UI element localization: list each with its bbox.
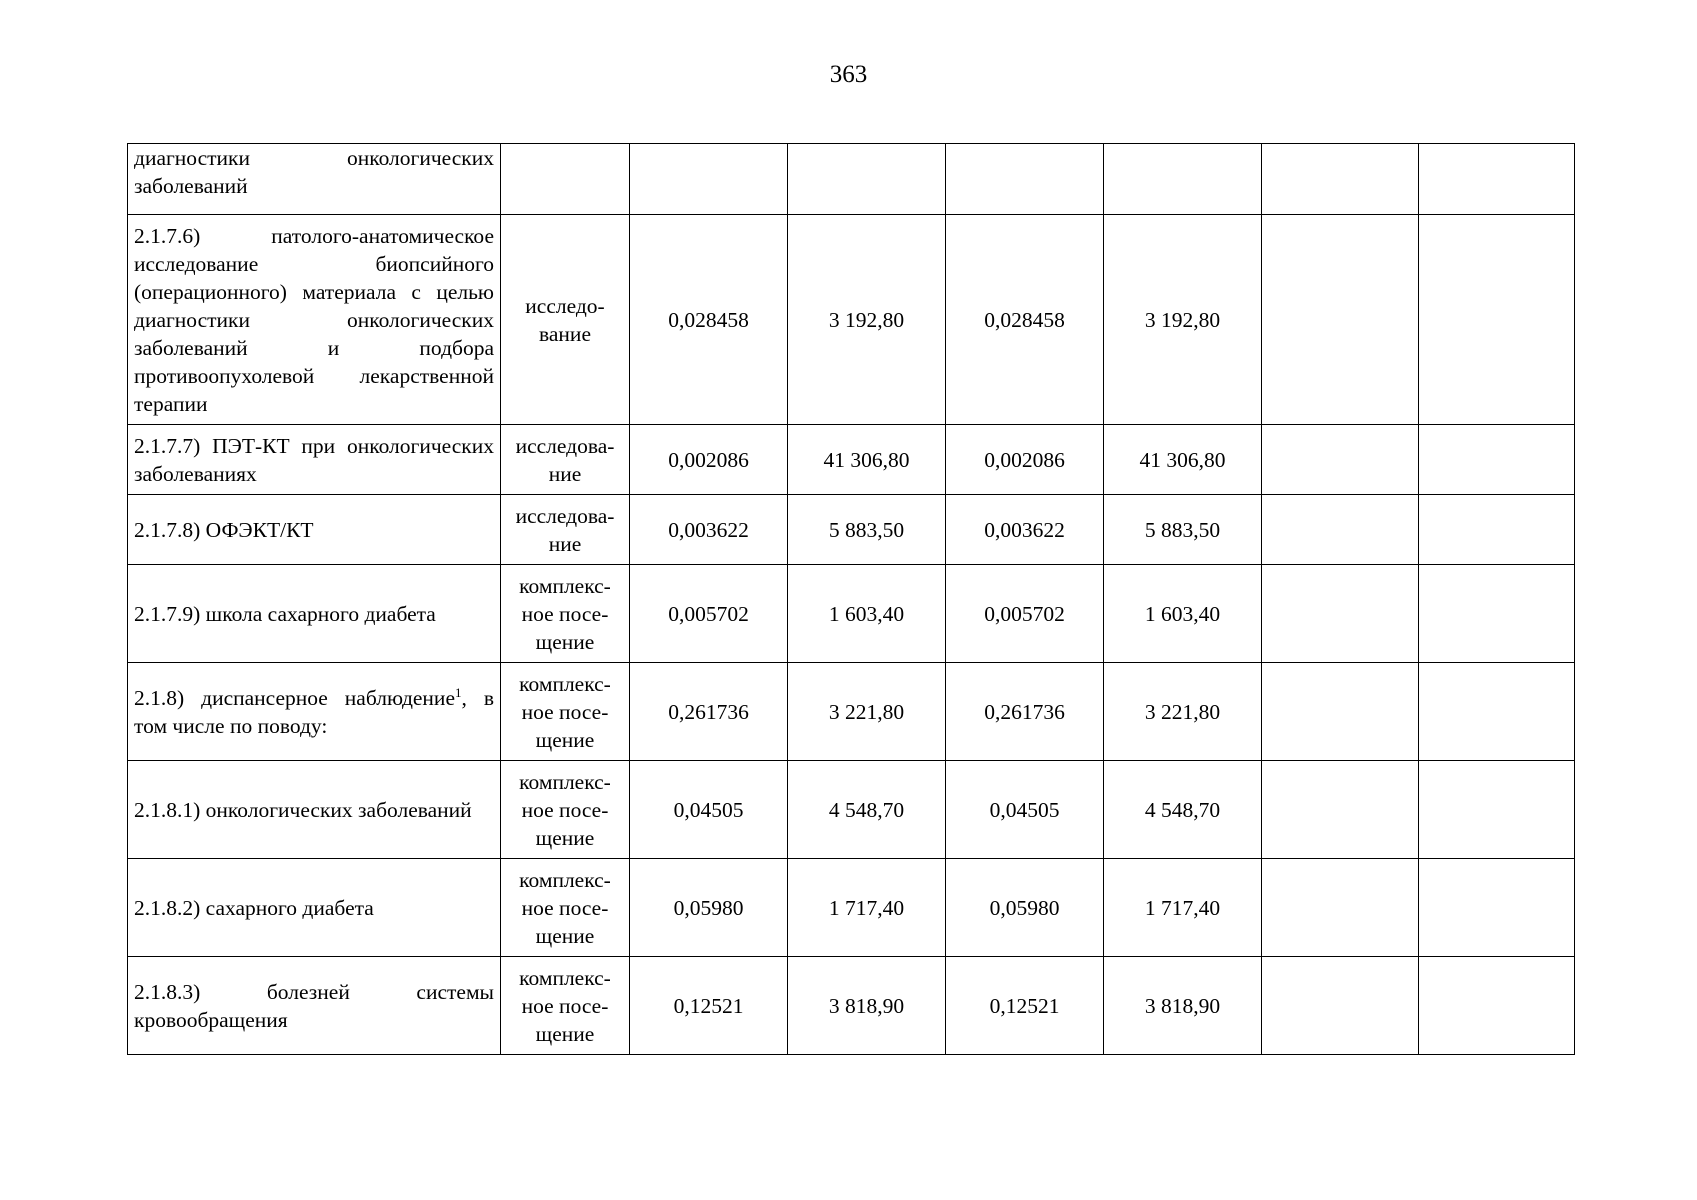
value-cell: 0,003622 <box>630 495 788 565</box>
value-cell: 1 603,40 <box>1104 565 1262 663</box>
unit-line: ние <box>548 461 582 486</box>
value-cell <box>1262 495 1419 565</box>
value-cell <box>1262 957 1419 1055</box>
value-cell <box>946 144 1104 215</box>
service-name-cell: 2.1.7.7) ПЭТ-КТ при онкологических заболеваниях <box>128 425 501 495</box>
unit-line: комплекс- <box>519 965 611 990</box>
value-cell: 0,005702 <box>946 565 1104 663</box>
service-name-cell: 2.1.8.2) сахарного диабета <box>128 859 501 957</box>
unit-cell <box>501 859 630 957</box>
unit-line: ное посе- <box>521 993 609 1018</box>
unit-line: исследо- <box>525 293 605 318</box>
value-cell <box>1419 957 1575 1055</box>
value-cell <box>1262 565 1419 663</box>
value-cell: 0,12521 <box>946 957 1104 1055</box>
value-cell: 0,05980 <box>946 859 1104 957</box>
table-row <box>128 215 1575 425</box>
value-cell <box>788 144 946 215</box>
table-row <box>128 425 1575 495</box>
table-row <box>128 761 1575 859</box>
unit-line: комплекс- <box>519 573 611 598</box>
value-cell <box>1262 425 1419 495</box>
value-cell: 0,002086 <box>630 425 788 495</box>
service-name-cell: 2.1.8.1) онкологических заболеваний <box>128 761 501 859</box>
value-cell <box>1419 663 1575 761</box>
unit-line: комплекс- <box>519 867 611 892</box>
value-cell: 3 818,90 <box>1104 957 1262 1055</box>
unit-line: щение <box>535 727 595 752</box>
value-cell: 1 603,40 <box>788 565 946 663</box>
table-row <box>128 565 1575 663</box>
value-cell <box>1419 425 1575 495</box>
unit-cell <box>501 425 630 495</box>
unit-line: щение <box>535 629 595 654</box>
value-cell <box>1104 144 1262 215</box>
service-name-cell: 2.1.7.8) ОФЭКТ/КТ <box>128 495 501 565</box>
value-cell: 0,261736 <box>630 663 788 761</box>
value-cell: 3 192,80 <box>1104 215 1262 425</box>
table-row <box>128 859 1575 957</box>
value-cell: 3 192,80 <box>788 215 946 425</box>
service-name-tail: , в том числе по поводу: <box>134 685 494 738</box>
value-cell: 4 548,70 <box>788 761 946 859</box>
unit-cell <box>501 144 630 215</box>
value-cell: 0,002086 <box>946 425 1104 495</box>
service-name-cell: 2.1.7.6) патолого-анатомическое исследование биопсийного (операционного) материала с целью диагностики онкологических заболеваний и подбора противоопухолевой лекарственной терапии <box>128 215 501 425</box>
unit-line: ное посе- <box>521 895 609 920</box>
unit-line: исследова- <box>515 503 615 528</box>
value-cell: 0,028458 <box>630 215 788 425</box>
value-cell: 0,12521 <box>630 957 788 1055</box>
value-cell: 3 221,80 <box>788 663 946 761</box>
tariff-table <box>127 143 1575 1055</box>
value-cell: 3 818,90 <box>788 957 946 1055</box>
value-cell: 0,05980 <box>630 859 788 957</box>
value-cell: 41 306,80 <box>788 425 946 495</box>
unit-line: комплекс- <box>519 769 611 794</box>
value-cell <box>1419 215 1575 425</box>
table-row <box>128 144 1575 215</box>
service-name-text: 2.1.8) диспансерное наблюдение <box>134 685 455 710</box>
unit-line: ное посе- <box>521 601 609 626</box>
table-row <box>128 663 1575 761</box>
value-cell <box>1262 859 1419 957</box>
unit-cell <box>501 663 630 761</box>
value-cell <box>1262 215 1419 425</box>
unit-line: щение <box>535 923 595 948</box>
value-cell: 0,028458 <box>946 215 1104 425</box>
value-cell <box>1262 761 1419 859</box>
value-cell: 0,261736 <box>946 663 1104 761</box>
unit-cell <box>501 495 630 565</box>
unit-line: ное посе- <box>521 797 609 822</box>
service-name-cell: диагностики онкологических заболеваний <box>128 144 501 215</box>
table-row <box>128 495 1575 565</box>
value-cell: 4 548,70 <box>1104 761 1262 859</box>
service-name-cell: 2.1.7.9) школа сахарного диабета <box>128 565 501 663</box>
unit-line: комплекс- <box>519 671 611 696</box>
value-cell <box>1419 144 1575 215</box>
table-row <box>128 957 1575 1055</box>
value-cell: 1 717,40 <box>1104 859 1262 957</box>
unit-cell <box>501 957 630 1055</box>
value-cell <box>1262 144 1419 215</box>
service-name-cell <box>128 663 501 761</box>
page-number: 363 <box>829 61 868 88</box>
value-cell <box>1419 859 1575 957</box>
value-cell: 0,04505 <box>946 761 1104 859</box>
service-name-cell: 2.1.8.3) болезней системы кровообращения <box>128 957 501 1055</box>
value-cell: 0,04505 <box>630 761 788 859</box>
value-cell: 0,003622 <box>946 495 1104 565</box>
value-cell: 1 717,40 <box>788 859 946 957</box>
unit-line: ние <box>548 531 582 556</box>
value-cell: 0,005702 <box>630 565 788 663</box>
value-cell <box>630 144 788 215</box>
unit-line: ное посе- <box>521 699 609 724</box>
unit-line: вание <box>539 321 591 346</box>
unit-line: исследова- <box>515 433 615 458</box>
value-cell: 3 221,80 <box>1104 663 1262 761</box>
footnote-marker: 1 <box>455 684 462 700</box>
unit-cell <box>501 565 630 663</box>
value-cell <box>1262 663 1419 761</box>
value-cell <box>1419 761 1575 859</box>
unit-cell <box>501 215 630 425</box>
unit-line: щение <box>535 1021 595 1046</box>
value-cell: 41 306,80 <box>1104 425 1262 495</box>
value-cell: 5 883,50 <box>1104 495 1262 565</box>
value-cell <box>1419 565 1575 663</box>
unit-line: щение <box>535 825 595 850</box>
value-cell <box>1419 495 1575 565</box>
unit-cell <box>501 761 630 859</box>
value-cell: 5 883,50 <box>788 495 946 565</box>
